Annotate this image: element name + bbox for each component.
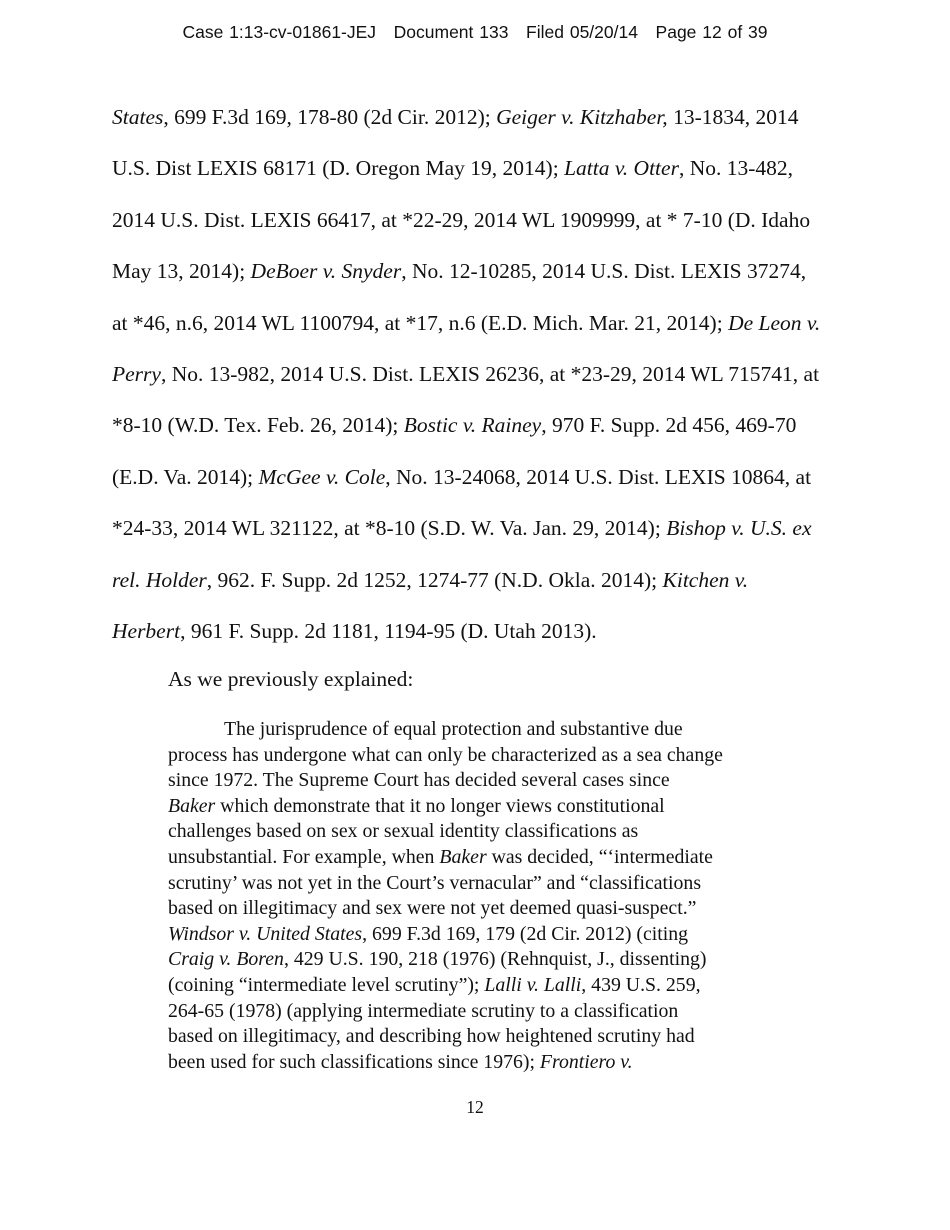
case-name: States (112, 105, 164, 129)
body-line (112, 311, 820, 336)
case-name: McGee v. Cole (258, 464, 386, 489)
text-run: which demonstrate that it no longer views constitutional (215, 794, 665, 817)
case-header: Case 1:13-cv-01861-JEJ Document 133 Filed 05/20/14 Page 12 of 39 (182, 22, 768, 42)
quote-line (168, 846, 713, 869)
page-number: 12 (466, 1097, 484, 1117)
case-name: Baker (439, 846, 487, 868)
text-run: scrutiny’ was not yet in the Court’s vernacular” and “classifications (168, 871, 702, 894)
intro-line: As we previously explained: (168, 667, 414, 691)
quote-line (168, 795, 665, 818)
case-name: Herbert (112, 619, 181, 643)
text-run: *8-10 (W.D. Tex. Feb. 26, 2014); (112, 413, 404, 438)
body-line (112, 465, 811, 490)
body-line (112, 362, 819, 387)
case-name: De Leon v. (728, 310, 821, 335)
quote-line (168, 820, 638, 843)
text-run: unsubstantial. For example, when (168, 846, 440, 868)
body-line (112, 156, 793, 181)
case-name: Kitchen v. (662, 567, 749, 592)
text-run: , 439 U.S. 259, (581, 974, 701, 996)
text-run: since 1972. The Supreme Court has decided several cases since (168, 769, 670, 792)
case-name: Perry (112, 362, 161, 386)
body-line (112, 516, 812, 541)
text-run: The jurisprudence of equal protection and substantive due (224, 718, 683, 740)
quote-line (168, 744, 723, 767)
quote-line (224, 718, 683, 741)
case-name: Frontiero v. (539, 1050, 633, 1073)
text-run: process has undergone what can only be characterized as a sea change (168, 743, 723, 766)
text-run: challenges based on sex or sexual identity classifications as (168, 820, 639, 843)
text-run: May 13, 2014); (112, 259, 251, 284)
quote-line (168, 1025, 695, 1048)
quote-line (168, 948, 706, 971)
text-run: (E.D. Va. 2014); (112, 464, 259, 489)
case-name: Latta v. Otter (564, 156, 679, 181)
text-run: , No. 13-982, 2014 U.S. Dist. LEXIS 26236, at *23-29, 2014 WL 715741, at (160, 362, 820, 386)
case-name: rel. Holder (112, 567, 207, 592)
case-name: Bishop v. U.S. ex (666, 516, 812, 541)
body-line (112, 105, 798, 130)
text-run: (coining “intermediate level scrutiny”); (168, 974, 485, 996)
body-line (112, 568, 748, 593)
quote-line (168, 897, 696, 920)
quote-line (168, 1051, 633, 1074)
text-run: , 699 F.3d 169, 179 (2d Cir. 2012) (citing (362, 922, 689, 945)
case-name: Craig v. Boren (168, 948, 284, 971)
text-run: , 970 F. Supp. 2d 456, 469-70 (541, 413, 797, 438)
body-line (112, 259, 806, 284)
quote-line (168, 769, 670, 792)
text-run: 13-1834, 2014 (667, 105, 799, 129)
body-line (112, 619, 597, 644)
text-run: *24-33, 2014 WL 321122, at *8-10 (S.D. W. Va. Jan. 29, 2014); (112, 516, 667, 541)
text-run: been used for such classifications since 1976); (168, 1050, 540, 1073)
text-run: , 961 F. Supp. 2d 1181, 1194-95 (D. Utah 2013). (180, 619, 597, 643)
text-run: U.S. Dist LEXIS 68171 (D. Oregon May 19, 2014); (112, 156, 565, 181)
quote-line (168, 974, 701, 997)
quote-line (168, 923, 688, 946)
quote-line (168, 1000, 678, 1023)
text-run: based on illegitimacy and sex were not yet deemed quasi-suspect.” (168, 897, 697, 920)
case-name: Lalli v. Lalli (484, 974, 582, 996)
text-run: 264-65 (1978) (applying intermediate scrutiny to a classification (168, 999, 679, 1022)
text-run: , No. 13-482, (678, 156, 793, 181)
text-run: at *46, n.6, 2014 WL 1100794, at *17, n.6 (E.D. Mich. Mar. 21, 2014); (112, 310, 729, 335)
text-run: 2014 U.S. Dist. LEXIS 66417, at *22-29, 2014 WL 1909999, at * 7-10 (D. Idaho (112, 207, 811, 232)
case-name: Bostic v. Rainey (403, 413, 542, 438)
body-line (112, 208, 810, 233)
text-run: based on illegitimacy, and describing how heightened scrutiny had (168, 1025, 695, 1048)
text-run: was decided, “‘intermediate (486, 846, 713, 868)
case-name: DeBoer v. Snyder (250, 259, 402, 284)
text-run: , 962. F. Supp. 2d 1252, 1274-77 (N.D. Okla. 2014); (206, 567, 663, 592)
case-name: Baker (168, 794, 216, 817)
text-run: , 429 U.S. 190, 218 (1976) (Rehnquist, J., dissenting) (283, 948, 707, 971)
text-run: , 699 F.3d 169, 178-80 (2d Cir. 2012); (163, 105, 497, 129)
case-name: Windsor v. United States (168, 922, 363, 945)
body-line (112, 413, 796, 438)
case-name: Geiger v. Kitzhaber, (496, 105, 668, 129)
quote-line (168, 872, 701, 895)
text-run: , No. 13-24068, 2014 U.S. Dist. LEXIS 10864, at (385, 464, 812, 489)
text-run: , No. 12-10285, 2014 U.S. Dist. LEXIS 37274, (401, 259, 807, 284)
